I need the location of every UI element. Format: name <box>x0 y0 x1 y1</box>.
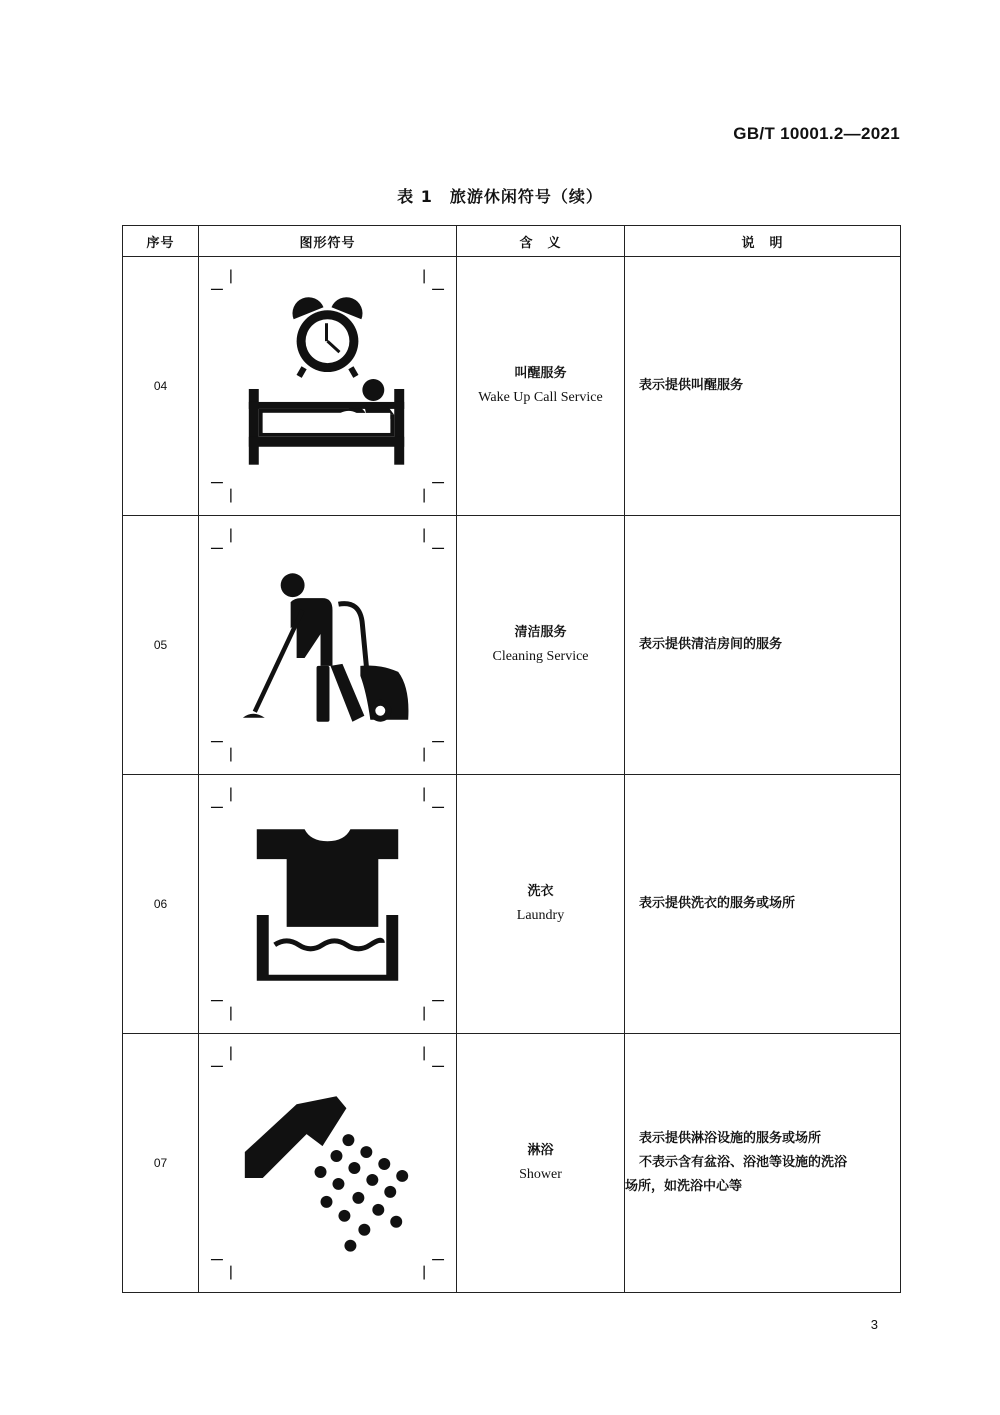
meaning-en: Wake Up Call Service <box>478 390 603 405</box>
description-line: 不表示含有盆浴、浴池等设施的洗浴 <box>639 1155 848 1170</box>
meaning-cell <box>457 516 625 775</box>
row-number: 04 <box>123 257 199 516</box>
column-header-no: 序号 <box>123 226 199 257</box>
description-cell <box>625 775 901 1034</box>
meaning-cell <box>457 1034 625 1293</box>
page-number: 3 <box>870 1317 878 1332</box>
meaning-zh: 淋浴 <box>527 1143 554 1158</box>
description-cell <box>625 516 901 775</box>
meaning-en: Cleaning Service <box>492 649 589 664</box>
description-line: 表示提供清洁房间的服务 <box>639 637 783 652</box>
symbol-table <box>122 225 901 1293</box>
graphic-cell <box>199 775 457 1034</box>
shower-head-icon <box>199 1034 456 1292</box>
graphic-cell <box>199 257 457 516</box>
column-header-description: 说 明 <box>625 226 901 257</box>
description-line: 表示提供叫醒服务 <box>639 378 744 393</box>
table-row <box>123 257 901 516</box>
row-number: 05 <box>123 516 199 775</box>
column-header-meaning: 含 义 <box>457 226 625 257</box>
table-title: 表 1 旅游休闲符号（续） <box>397 187 603 206</box>
graphic-cell <box>199 516 457 775</box>
meaning-en: Shower <box>519 1167 562 1182</box>
meaning-cell <box>457 775 625 1034</box>
shirt-in-basin-icon <box>199 775 456 1033</box>
graphic-cell <box>199 1034 457 1293</box>
column-header-graphic: 图形符号 <box>199 226 457 257</box>
standard-number: GB/T 10001.2—2021 <box>733 124 900 143</box>
meaning-zh: 叫醒服务 <box>514 366 567 381</box>
table-header-row <box>123 226 901 257</box>
vacuum-cleaner-person-icon <box>199 516 456 774</box>
table-row <box>123 1034 901 1293</box>
table-row <box>123 516 901 775</box>
description-line: 表示提供洗衣的服务或场所 <box>639 896 796 911</box>
alarm-clock-bed-icon <box>199 257 456 515</box>
table-row <box>123 775 901 1034</box>
description-line: 表示提供淋浴设施的服务或场所 <box>639 1131 822 1146</box>
description-cell <box>625 1034 901 1293</box>
row-number: 06 <box>123 775 199 1034</box>
meaning-zh: 清洁服务 <box>514 625 567 640</box>
meaning-zh: 洗衣 <box>527 884 554 899</box>
description-line: 场所，如洗浴中心等 <box>625 1179 743 1194</box>
meaning-en: Laundry <box>516 908 565 923</box>
description-cell <box>625 257 901 516</box>
row-number: 07 <box>123 1034 199 1293</box>
meaning-cell <box>457 257 625 516</box>
